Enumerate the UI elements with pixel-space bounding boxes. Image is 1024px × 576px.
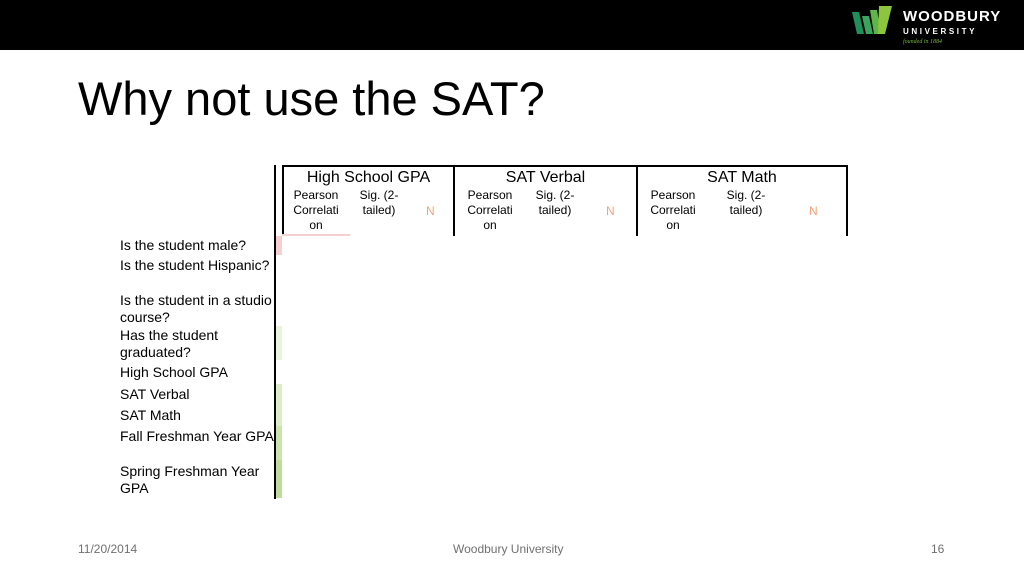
logo-founded: founded in 1884 — [903, 39, 942, 45]
w-mark-icon — [850, 4, 900, 44]
row-label: Is the student male? — [120, 237, 247, 253]
page-number: 16 — [931, 542, 945, 556]
pearson-header: Pearson Correlati on — [467, 188, 513, 232]
sig-header: Sig. (2-tailed) — [535, 188, 575, 217]
pearson-header: Pearson Correlati on — [293, 188, 339, 232]
row-label: Fall Freshman Year GPA — [120, 428, 274, 444]
woodbury-logo — [850, 4, 1020, 48]
row-strip — [276, 426, 282, 460]
row-label: Spring Freshman Year GPA — [120, 463, 260, 496]
row-strip — [276, 460, 282, 498]
table-top-border — [283, 165, 848, 167]
row-label: Is the student Hispanic? — [120, 257, 270, 273]
n-header: N — [426, 204, 435, 218]
row-strip — [282, 234, 350, 236]
logo-subtitle: UNIVERSITY — [903, 27, 978, 36]
pearson-header: Pearson Correlati on — [650, 188, 696, 232]
row-label: Has the student graduated? — [120, 327, 219, 360]
footer-date: 11/20/2014 — [78, 542, 138, 556]
row-strip — [276, 326, 282, 360]
n-header: N — [606, 204, 615, 218]
row-strip — [276, 236, 282, 255]
row-label: Is the student in a studio course? — [120, 292, 272, 325]
column-group-header: SAT Verbal — [505, 169, 586, 186]
sig-header: Sig. (2-tailed) — [359, 188, 399, 217]
n-header: N — [809, 204, 818, 218]
row-strip — [276, 384, 282, 426]
column-group-header: SAT Math — [707, 169, 777, 186]
sig-header: Sig. (2-tailed) — [726, 188, 766, 217]
table-divider — [846, 165, 848, 236]
logo-wordmark: WOODBURY — [903, 8, 1002, 25]
slide-title: Why not use the SAT? — [78, 72, 545, 125]
column-group-header: High School GPA — [306, 169, 431, 186]
footer-org: Woodbury University — [453, 542, 564, 556]
top-bar — [0, 0, 1024, 50]
row-label: High School GPA — [120, 364, 228, 380]
row-label: SAT Verbal — [120, 386, 190, 402]
row-label: SAT Math — [120, 407, 181, 423]
